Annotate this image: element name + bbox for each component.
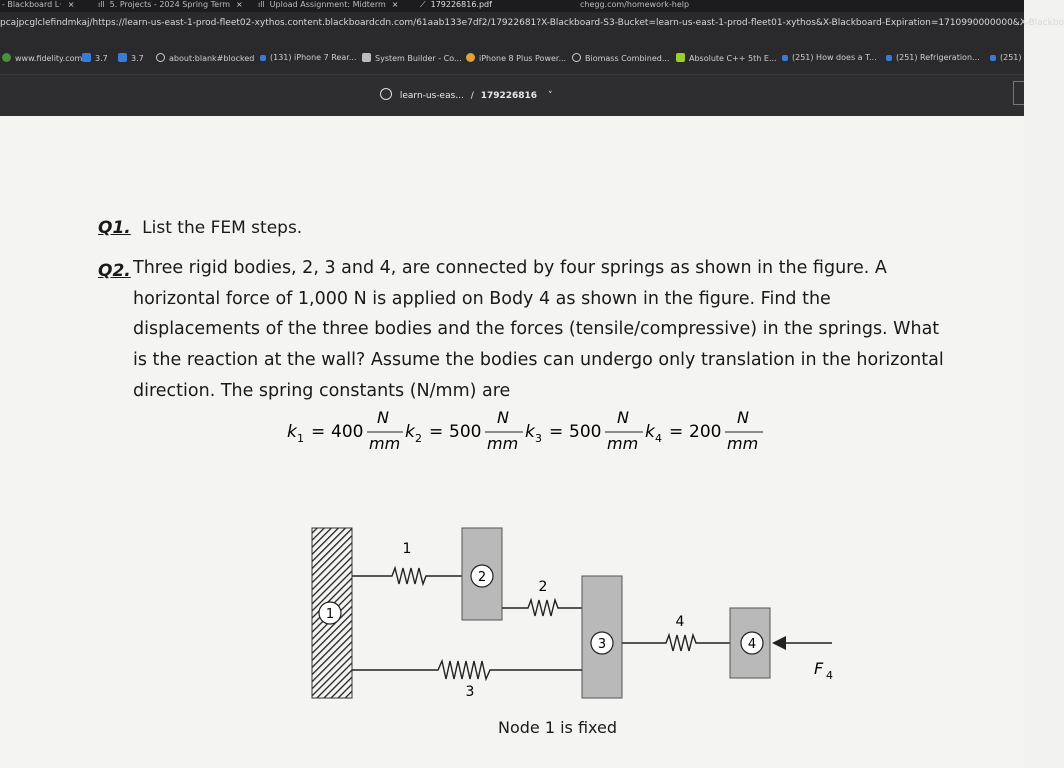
- video-icon: [886, 55, 892, 61]
- bookmark-251[interactable]: [990, 53, 1022, 62]
- question-2-line: is the reaction at the wall? Assume the bodies can undergo only translation in the horizontal: [133, 350, 944, 370]
- tab-label: 179226816.pdf: [430, 0, 492, 9]
- globe-icon: [156, 53, 165, 62]
- breadcrumb-domain[interactable]: learn-us-eas...: [399, 91, 464, 101]
- bookmark-label: about:blank#blocked: [169, 54, 255, 63]
- bookmark-iphone8[interactable]: [466, 53, 566, 63]
- question-2-number: Q2.: [98, 261, 131, 281]
- bookmark-3-7-b[interactable]: [118, 53, 144, 63]
- pdf-page: [0, 116, 1024, 768]
- bookmark-label: (251) Refrigeration...: [896, 53, 980, 62]
- equals-sign: =: [429, 422, 444, 442]
- spring-1-label: 1: [402, 541, 412, 557]
- bookmark-label: System Builder - Co...: [375, 54, 462, 63]
- k-value: 200: [689, 422, 722, 442]
- unit-denominator: mm: [369, 434, 401, 453]
- video-icon: [990, 55, 996, 61]
- question-1-text: List the FEM steps.: [142, 218, 303, 238]
- video-icon: [782, 55, 788, 61]
- pdf-icon: ⟋: [420, 0, 426, 9]
- force-label: F: [814, 659, 824, 678]
- node-4-label: 4: [747, 637, 757, 652]
- node-2-label: 2: [477, 570, 487, 585]
- spring-1: [352, 568, 462, 584]
- tab-label: chegg.com/homework-help: [580, 0, 690, 9]
- unit-denominator: mm: [607, 434, 639, 453]
- equals-sign: =: [669, 422, 684, 442]
- site-icon: [676, 53, 685, 62]
- k-value: 500: [569, 422, 602, 442]
- bookmark-label: Biomass Combined...: [585, 54, 670, 63]
- unit-numerator: N: [737, 408, 749, 427]
- k-subscript: 2: [415, 432, 422, 445]
- equation-term-k1: [287, 408, 403, 453]
- force-arrowhead-icon: [772, 636, 786, 650]
- question-1-number: Q1.: [98, 218, 131, 238]
- bookmark-label: Absolute C++ 5th E...: [689, 54, 777, 63]
- equation-term-k3: [525, 408, 643, 453]
- spring-4-label: 4: [675, 614, 685, 630]
- bookmark-refrigeration[interactable]: [886, 53, 980, 62]
- breadcrumb-separator: /: [470, 91, 474, 101]
- force-subscript: 4: [826, 669, 833, 682]
- close-icon[interactable]: ×: [236, 0, 243, 9]
- tab-blackboard[interactable]: [2, 0, 82, 12]
- question-2-line: horizontal force of 1,000 N is applied on Body 4 as shown in the figure. Find the: [133, 289, 831, 309]
- k-symbol: k: [405, 422, 415, 442]
- tab-chegg[interactable]: [580, 0, 720, 12]
- tab-projects[interactable]: [98, 0, 243, 12]
- spring-3-label: 3: [465, 684, 475, 700]
- address-bar[interactable]: [0, 12, 1064, 46]
- node-3-label: 3: [597, 637, 607, 652]
- unit-numerator: N: [617, 408, 629, 427]
- breadcrumb[interactable]: [380, 88, 552, 101]
- question-2-line: displacements of the three bodies and the forces (tensile/compressive) in the springs. What: [133, 319, 940, 339]
- k-subscript: 4: [655, 432, 662, 445]
- spring-2-label: 2: [538, 579, 548, 595]
- spring-3: [352, 661, 582, 679]
- tab-label: Upload Assignment: Midterm: [269, 0, 386, 9]
- bookmark-biomass[interactable]: [572, 53, 669, 63]
- spring-constants-equation: [285, 405, 775, 455]
- k-subscript: 3: [535, 432, 542, 445]
- bookmark-label: 3.7: [131, 54, 144, 63]
- tab-upload-assignment[interactable]: [258, 0, 408, 12]
- spring-4: [622, 635, 730, 651]
- bars-icon: ıll: [98, 0, 105, 9]
- k-symbol: k: [525, 422, 535, 442]
- site-icon: [466, 53, 475, 62]
- bars-icon: ıll: [258, 0, 265, 9]
- question-2-line: direction. The spring constants (N/mm) are: [133, 381, 511, 401]
- close-icon[interactable]: ×: [391, 0, 399, 9]
- chevron-down-icon[interactable]: ˅: [547, 91, 553, 101]
- bookmark-how-does[interactable]: [782, 53, 877, 62]
- spring-system-figure: [300, 516, 860, 706]
- bookmark-fidelity[interactable]: [2, 53, 82, 63]
- sidebar-toggle[interactable]: [1013, 81, 1024, 105]
- video-icon: [260, 55, 266, 61]
- tab-pdf[interactable]: [420, 0, 540, 12]
- unit-denominator: mm: [727, 434, 759, 453]
- node-1-label: 1: [325, 607, 335, 622]
- tab-bar: [0, 0, 1024, 12]
- k-value: 500: [449, 422, 482, 442]
- unit-numerator: N: [377, 408, 389, 427]
- c-icon: [82, 53, 91, 62]
- bookmark-label: (251): [1000, 53, 1022, 62]
- question-1: [98, 218, 302, 238]
- close-icon[interactable]: ×: [67, 0, 75, 9]
- c-icon: [118, 53, 127, 62]
- equation-term-k4: [645, 408, 763, 453]
- equals-sign: =: [311, 422, 326, 442]
- globe-icon: [2, 53, 11, 62]
- url-text[interactable]: pcajpcglclefindmkaj/https://learn-us-east-1-prod-fleet02-xythos.content.blackboardcdn.com/61aab133e7df2/17922681?X-Blackboard-S3-Bucket=learn-us-east-1-prod-fleet01-xythos&X-Blackboard-Expiration=1710990000000&X-Blackbo: [0, 18, 1064, 28]
- globe-icon: [572, 53, 581, 62]
- figure-caption: Node 1 is fixed: [498, 718, 618, 737]
- equation-term-k2: [405, 408, 523, 453]
- bookmark-system-builder[interactable]: [362, 53, 462, 63]
- tab-label: - Blackboard L·: [2, 0, 62, 9]
- bookmark-label: 3.7: [95, 54, 108, 63]
- bookmark-label: www.fidelity.com: [15, 54, 83, 63]
- question-2-line: Three rigid bodies, 2, 3 and 4, are connected by four springs as shown in the figure. A: [133, 258, 887, 278]
- k-subscript: 1: [297, 432, 304, 445]
- tab-label: 5. Projects - 2024 Spring Term: [109, 0, 231, 9]
- globe-icon: [380, 88, 392, 100]
- equals-sign: =: [549, 422, 564, 442]
- bookmark-label: (251) How does a T...: [792, 53, 877, 62]
- bookmark-iphone7[interactable]: [260, 53, 356, 62]
- bookmark-3-7-a[interactable]: [82, 53, 108, 63]
- unit-denominator: mm: [487, 434, 519, 453]
- bookmark-label: iPhone 8 Plus Power...: [479, 54, 567, 63]
- k-symbol: k: [645, 422, 655, 442]
- bookmark-label: (131) iPhone 7 Rear...: [270, 53, 357, 62]
- k-value: 400: [331, 422, 364, 442]
- bookmarks-bar: [0, 46, 1024, 74]
- bookmark-about-blank[interactable]: [156, 53, 254, 63]
- spring-2: [502, 600, 582, 616]
- unit-numerator: N: [497, 408, 509, 427]
- breadcrumb-file[interactable]: 179226816: [480, 91, 538, 101]
- site-icon: [362, 53, 371, 62]
- k-symbol: k: [287, 422, 297, 442]
- pdf-toolbar: [0, 74, 1024, 117]
- bookmark-absolute-cpp[interactable]: [676, 53, 777, 63]
